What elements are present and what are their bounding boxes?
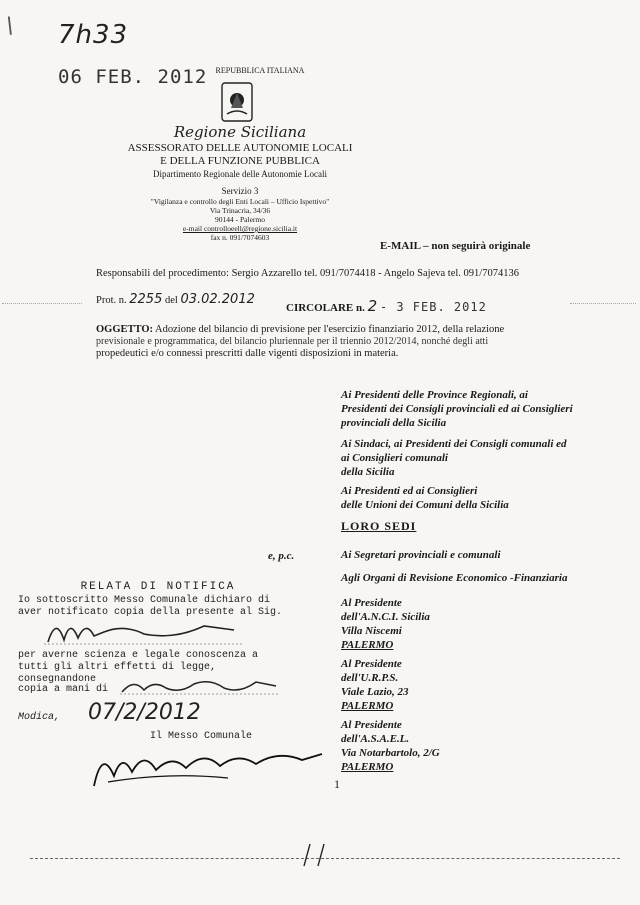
ep-label: e, p.c. (268, 550, 295, 562)
relata-title: RELATA DI NOTIFICA (80, 581, 236, 593)
fax-contact: fax n. 091/7074603 (210, 233, 270, 242)
relata-line1: Io sottoscritto Messo Comunale dichiaro di (18, 595, 271, 606)
address-line1: Via Trinacria, 34/36 (209, 206, 271, 215)
corner-tick-mark: \ (6, 14, 14, 39)
oggetto-line2: previsionale e programmatica, del bilancio pluriennale per il triennio 2012/2014, nonché degli atti (96, 336, 489, 347)
cc-recipient-1 (341, 548, 501, 562)
copia-line (18, 684, 108, 696)
cc-line: Ai Segretari provinciali e comunali (341, 549, 501, 561)
recipient-1 (341, 388, 573, 430)
margin-dash-left (2, 303, 82, 304)
cc-line: dell'A.S.A.E.L. (341, 733, 410, 745)
sicily-emblem (221, 82, 253, 122)
place-label: Modica, (18, 712, 61, 723)
signature-scribble-3 (88, 742, 328, 795)
cc-line: Villa Niscemi (341, 625, 402, 637)
messo-label: Il Messo Comunale (150, 731, 253, 742)
recipient-line: delle Unioni dei Comuni della Sicilia (341, 499, 509, 511)
oggetto-label: OGGETTO: (96, 324, 153, 335)
copia-label: copia a mani di (18, 684, 109, 695)
bottom-slash-mark (300, 840, 340, 875)
circolare-date: - 3 FEB. 2012 (379, 300, 487, 314)
cc-line: Al Presidente (341, 719, 402, 731)
service-block (120, 186, 360, 242)
cc-city: PALERMO (341, 639, 394, 651)
region-name: Regione Siciliana (173, 123, 307, 141)
prot-del-label: del (164, 295, 178, 306)
cc-recipient-3 (341, 596, 430, 652)
cc-recipient-2 (341, 571, 567, 585)
recipient-line: Ai Presidenti delle Province Regionali, ai (341, 389, 528, 401)
circolare-number: 2 (367, 297, 378, 315)
recipient-line: Presidenti dei Consigli provinciali ed ai Consiglieri (341, 403, 573, 415)
email-contact: e-mail controlloeell@regione.sicilia.it (182, 224, 298, 233)
assessorato-line2: E DELLA FUNZIONE PUBBLICA (160, 155, 320, 167)
page-number: 1 (334, 777, 340, 791)
prot-number: 2255 (129, 292, 163, 307)
cc-line: Al Presidente (341, 597, 402, 609)
cc-line: Al Presidente (341, 658, 402, 670)
recipient-2 (341, 437, 567, 479)
republic-label: REPUBBLICA ITALIANA (215, 66, 305, 75)
cc-line: dell'U.R.P.S. (341, 672, 399, 684)
margin-dash-right (570, 303, 636, 304)
prot-label: Prot. n. (96, 295, 127, 306)
department-line: Dipartimento Regionale delle Autonomie Locali (153, 169, 327, 179)
relata-line3: per averne scienza e legale conoscenza a (18, 650, 259, 661)
oggetto-line3: propedeutici e/o connessi prescritti dalle vigenti disposizioni in materia. (96, 348, 399, 359)
recipient-3 (341, 484, 509, 512)
recipient-line: della Sicilia (341, 466, 395, 478)
cc-recipient-4 (341, 657, 409, 713)
assessorato-line1: ASSESSORATO DELLE AUTONOMIE LOCALI (127, 142, 353, 154)
recipient-line: Ai Presidenti ed ai Consiglieri (341, 485, 478, 497)
responsabili-line: Responsabili del procedimento: Sergio Azzarello tel. 091/7074418 - Angelo Sajeva tel. 091/7074136 (96, 268, 519, 279)
address-line2: 90144 - Palermo (215, 215, 265, 224)
signature-scribble-2 (120, 674, 280, 703)
oggetto-text1: Adozione del bilancio di previsione per l'esercizio finanziario 2012, della relazione (155, 324, 505, 335)
recipient-line: ai Consiglieri comunali (341, 452, 448, 464)
handwritten-code: 7h33 (58, 20, 129, 50)
cc-recipient-5 (341, 718, 440, 774)
cc-city: PALERMO (341, 761, 394, 773)
modica-line (18, 712, 60, 724)
date-stamp: 06 FEB. 2012 (58, 66, 208, 88)
service-title: Servizio 3 (221, 186, 259, 196)
cc-line: Viale Lazio, 23 (341, 686, 409, 698)
relata-line2: aver notificato copia della presente al Sig. (18, 607, 283, 618)
circolare-line (286, 297, 487, 315)
oggetto-line1 (96, 324, 556, 336)
signature-scribble-1 (44, 614, 244, 653)
prot-date: 03.02.2012 (180, 292, 255, 307)
email-note: E-MAIL – non seguirà originale (380, 240, 531, 252)
relata-line4: tutti gli altri effetti di legge, consegnandone (18, 662, 217, 685)
recipient-line: Ai Sindaci, ai Presidenti dei Consigli comunali ed (341, 438, 567, 450)
prot-line (96, 293, 255, 307)
relata-handwritten-date: 07/2/2012 (88, 700, 201, 725)
circolare-label: CIRCOLARE n. (286, 302, 365, 314)
cc-city: PALERMO (341, 700, 394, 712)
recipient-line: provinciali della Sicilia (341, 417, 447, 429)
cc-line: Agli Organi di Revisione Economico -Finanziaria (341, 572, 568, 584)
loro-sedi: LORO SEDI (341, 519, 417, 533)
letterhead (180, 66, 340, 75)
cc-line: Via Notarbartolo, 2/G (341, 747, 440, 759)
cc-line: dell'A.N.C.I. Sicilia (341, 611, 430, 623)
assessorato-block (100, 142, 380, 180)
service-desc: "Vigilanza e controllo degli Enti Locali – Ufficio Ispettivo" (150, 197, 330, 206)
oggetto-block (96, 324, 556, 360)
